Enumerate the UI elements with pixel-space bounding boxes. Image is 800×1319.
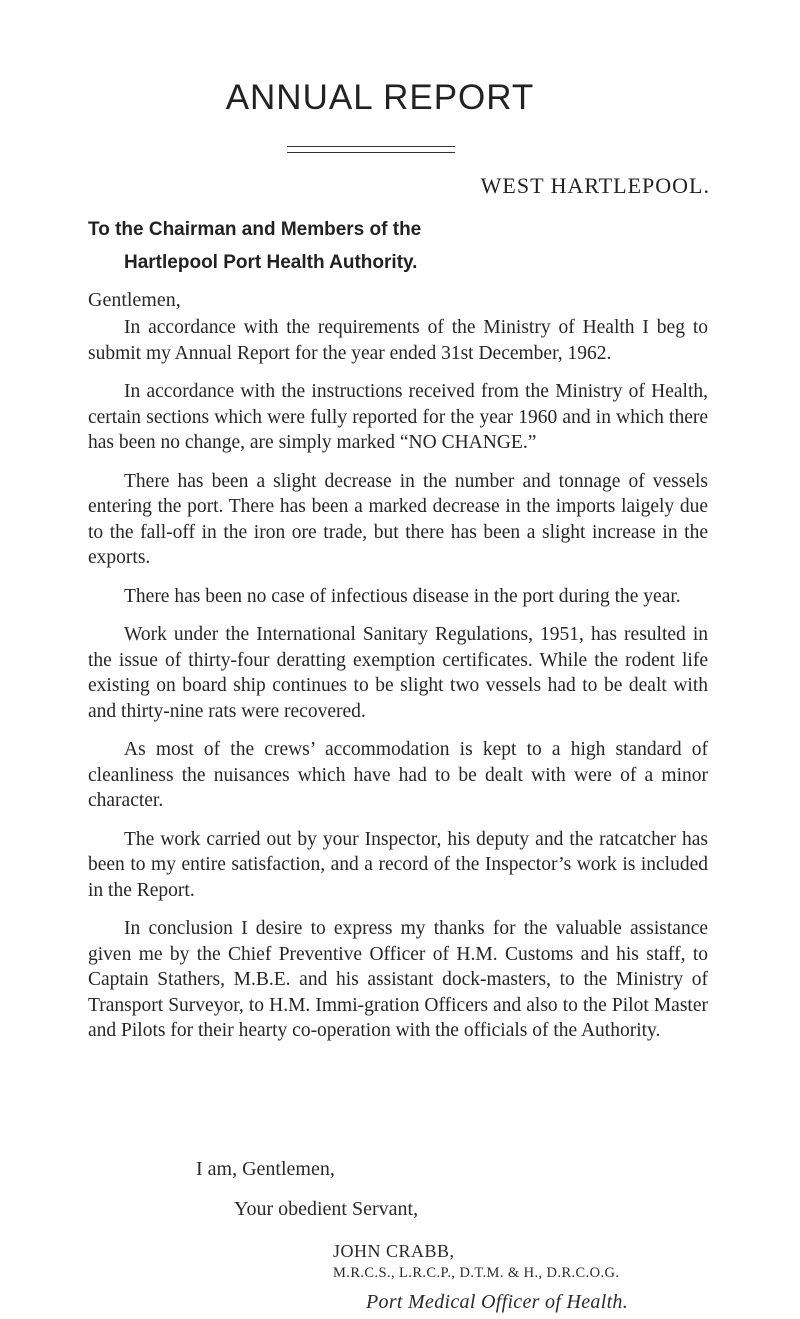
paragraph: There has been no case of infectious disease in the port during the year.	[124, 585, 681, 607]
paragraph: There has been a slight decrease in the number and tonnage of vessels entering the port. There has been a marked decrease in the imports laigely due to the fall-off in the iron ore trade, but there has been a slight increase in the exports.	[88, 470, 708, 568]
title-divider	[287, 146, 455, 153]
paragraph: Work under the International Sanitary Regulations, 1951, has resulted in the issue of thirty-four deratting exemption certificates. While the rodent life existing on board ship continues to be slight two vessels had to be dealt with and thirty-nine rats were recovered.	[88, 624, 708, 722]
salutation: Gentlemen,	[88, 289, 181, 311]
paragraph: In conclusion I desire to express my thanks for the valuable assistance given me by the Chief Preventive Officer of H.M. Customs and his staff, to Captain Stathers, M.B.E. and his assistant dock-masters, to the Ministry of Transport Surveyor, to H.M. Immi-gration Officers and also to the Pilot Master and Pilots for their hearty co-operation with the officials of the Authority.	[88, 918, 708, 1041]
signatory-qualifications: M.R.C.S., L.R.C.P., D.T.M. & H., D.R.C.O.G.	[333, 1265, 620, 1281]
paragraph: The work carried out by your Inspector, his deputy and the ratcatcher has been to my entire satisfaction, and a record of the Inspector’s work is included in the Report.	[88, 828, 708, 901]
page-title: ANNUAL REPORT	[225, 78, 535, 117]
paragraph: In accordance with the instructions received from the Ministry of Health, certain sections which were fully reported for the year 1960 and in which there has been no change, are simply marked “NO CHANGE.”	[88, 381, 708, 453]
closing-line: I am, Gentlemen,	[196, 1158, 335, 1180]
signatory-name: JOHN CRABB,	[333, 1241, 455, 1261]
report-body	[88, 315, 708, 1057]
place-heading: WEST HARTLEPOOL.	[480, 173, 710, 198]
paragraph: As most of the crews’ accommodation is kept to a high standard of cleanliness the nuisances which have had to be dealt with were of a minor character.	[88, 739, 708, 811]
addressee-line-2: Hartlepool Port Health Authority.	[124, 252, 418, 273]
addressee	[88, 213, 728, 279]
closing-servant: Your obedient Servant,	[234, 1198, 419, 1220]
addressee-line-1: To the Chairman and Members of the	[88, 219, 422, 240]
signatory-position: Port Medical Officer of Health.	[366, 1291, 629, 1313]
paragraph: In accordance with the requirements of the Ministry of Health I beg to submit my Annual Report for the year ended 31st December, 1962.	[88, 317, 708, 364]
